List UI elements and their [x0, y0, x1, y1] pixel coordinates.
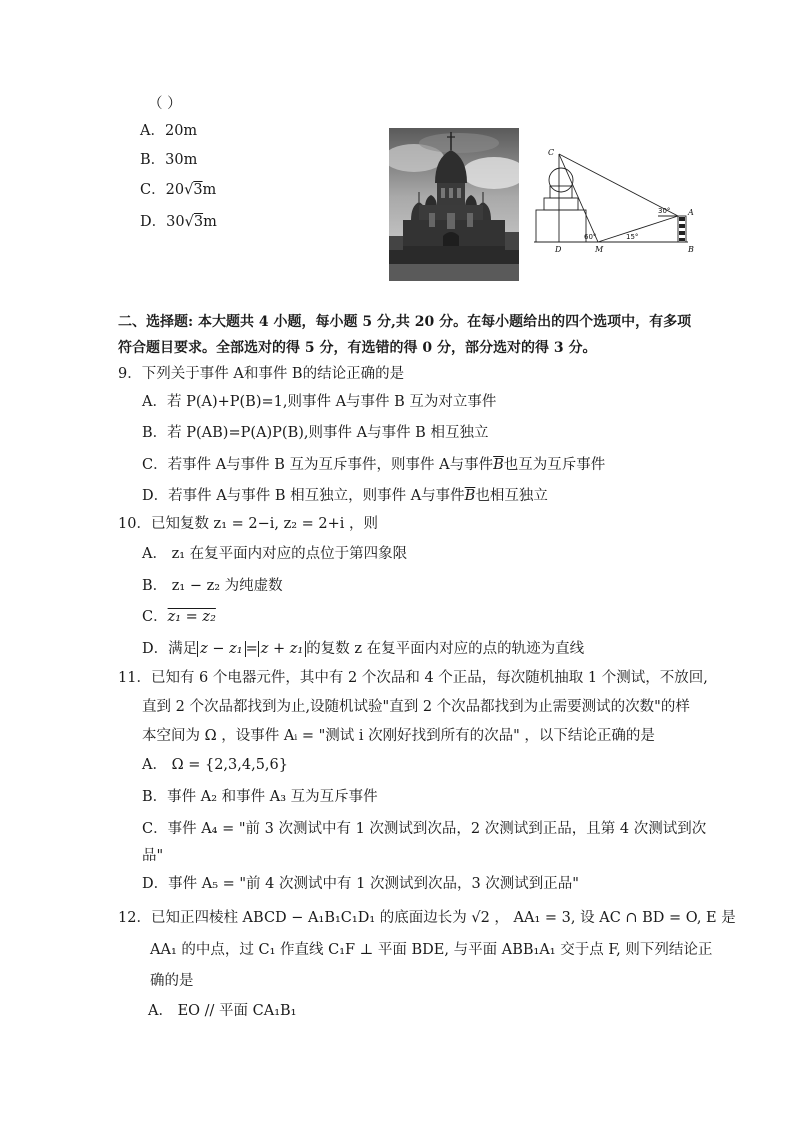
q9-c-bar-b: $\overline{B}$: [493, 457, 504, 473]
q11-option-c-line2: 品": [142, 848, 164, 864]
option-a[interactable]: [140, 121, 197, 141]
option-c-coef: 20: [165, 182, 185, 198]
q10-option-b[interactable]: B． z₁ − z₂ 为纯虚数: [142, 578, 283, 594]
q9-option-d[interactable]: [142, 486, 548, 506]
angle-60: 60°: [584, 233, 597, 241]
option-d-letter: D．: [140, 214, 167, 230]
q12-line1: 12．已知正四棱柱 ABCD − A₁B₁C₁D₁ 的底面边长为 √2 ， AA₁ = 3, 设 AC ∩ BD = O, E 是: [118, 910, 736, 926]
q9-option-c[interactable]: [142, 455, 605, 475]
option-b-text: 30m: [165, 152, 198, 168]
option-a-letter: A．: [140, 123, 165, 139]
q9-d-bar-b: $\overline{B}$: [464, 488, 476, 504]
q11-option-c-line1[interactable]: C．事件 A₄ = "前 3 次测试中有 1 次测试到次品，2 次测试到正品，且第 4 次测试到次: [142, 821, 707, 837]
q10-d-eq: =: [245, 641, 258, 657]
q10-stem: 10．已知复数 z₁ = 2−i, z₂ = 2+i ，则: [118, 516, 379, 532]
sqrt-icon: √: [184, 214, 194, 230]
cathedral-photo: [389, 128, 519, 281]
q10-option-a[interactable]: A． z₁ 在复平面内对应的点位于第四象限: [142, 546, 408, 562]
q10-c-letter: C．: [142, 609, 168, 625]
q9-d-pre: D．若事件 A与事件 B 相互独立，则事件 A与事件: [142, 488, 465, 504]
q9-option-b[interactable]: B．若 P(AB)=P(A)P(B),则事件 A与事件 B 相互独立: [142, 425, 489, 441]
q10-d-post: 的复数 z 在复平面内对应的点的轨迹为直线: [306, 641, 585, 657]
answer-bracket: （ ）: [148, 96, 182, 112]
q9-option-a[interactable]: A．若 P(A)+P(B)=1,则事件 A与事件 B 互为对立事件: [142, 394, 497, 410]
q11-line1: 11．已知有 6 个电器元件，其中有 2 个次品和 4 个正品，每次随机抽取 1 个测试，不放回,: [118, 670, 708, 686]
option-c-radicand: 3: [193, 182, 203, 198]
q9-c-pre: C．若事件 A与事件 B 互为互斥事件，则事件 A与事件: [142, 457, 494, 473]
q10-option-c[interactable]: [142, 607, 216, 627]
q12-line2: AA₁ 的中点，过 C₁ 作直线 C₁F ⊥ 平面 BDE, 与平面 ABB₁A₁ 交于点 F, 则下列结论正: [150, 942, 713, 958]
q9-c-post: 也互为互斥事件: [503, 457, 606, 473]
angle-30: 30°: [658, 207, 671, 215]
geometry-diagram: [528, 146, 700, 256]
option-c-letter: C．: [140, 182, 166, 198]
angle-15: 15°: [626, 233, 639, 241]
label-b: B: [688, 245, 694, 254]
q10-d-letter: D．满足: [142, 641, 198, 657]
option-d[interactable]: [140, 212, 217, 232]
label-m: M: [595, 245, 604, 254]
option-c-unit: m: [202, 182, 217, 198]
q10-c-math: z₁ = z₂: [167, 609, 216, 625]
label-c: C: [548, 148, 555, 157]
q9-stem-text: 下列关于事件 A和事件 B的结论正确的是: [141, 366, 405, 382]
q9-number: 9．: [118, 366, 142, 382]
q9-d-post: 也相互独立: [475, 488, 548, 504]
label-a: A: [688, 208, 694, 217]
option-c[interactable]: [140, 180, 216, 200]
option-b-letter: B．: [140, 152, 166, 168]
q11-option-d[interactable]: D．事件 A₅ = "前 4 次测试中有 1 次测试到次品，3 次测试到正品": [142, 876, 579, 892]
q11-line3: 本空间为 Ω ，设事件 Aᵢ = "测试 i 次刚好找到所有的次品" ，以下结论正确的是: [142, 728, 655, 744]
q11-line2: 直到 2 个次品都找到为止,设随机试验"直到 2 个次品都找到为止需要测试的次数"的样: [142, 699, 690, 715]
q9-stem: [118, 364, 404, 384]
q12-option-a[interactable]: A． EO // 平面 CA₁B₁: [148, 1003, 297, 1019]
label-d: D: [555, 245, 562, 254]
q10-option-d[interactable]: [142, 639, 584, 659]
option-d-coef: 30: [166, 214, 185, 230]
q10-d-abs2: z + z₁: [258, 641, 306, 657]
q11-option-a[interactable]: A． Ω = {2,3,4,5,6}: [142, 757, 288, 773]
q12-line3: 确的是: [150, 973, 194, 989]
option-d-unit: m: [203, 214, 217, 230]
option-b[interactable]: [140, 150, 197, 170]
option-d-radicand: 3: [193, 214, 204, 230]
sqrt-icon: √: [184, 182, 194, 198]
section-heading-line1: 二、选择题: 本大题共 4 小题，每小题 5 分,共 20 分。在每小题给出的四个选项中，有多项: [118, 314, 692, 330]
option-a-text: 20m: [164, 123, 198, 139]
section-heading-line2: 符合题目要求。全部选对的得 5 分，有选错的得 0 分，部分选对的得 3 分。: [118, 340, 597, 356]
q11-option-b[interactable]: B．事件 A₂ 和事件 A₃ 互为互斥事件: [142, 789, 378, 805]
q10-d-abs1: z − z₁: [197, 641, 245, 657]
